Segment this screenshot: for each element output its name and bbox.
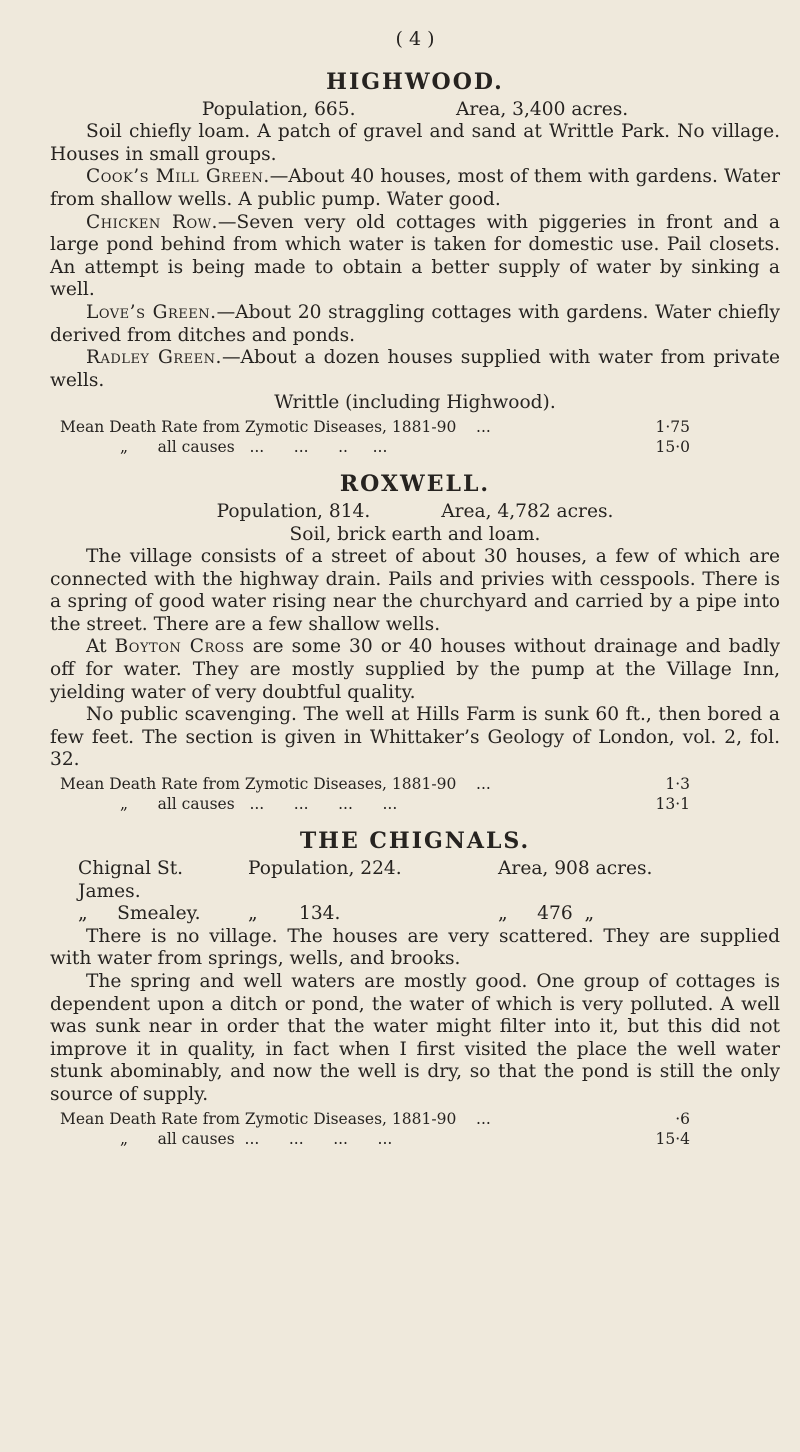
stat-value: 15·0: [655, 437, 690, 456]
stat-row: [50, 774, 780, 794]
chignals-water: The spring and well waters are mostly good. One group of cottages is dependent upon a ditch or pond, the water of which is very polluted. A well was sunk near in order that the water might filter into it, but this did not improve it in quality, in fact when I first visited the place the well water stunk abominably, and now the well is dry, so that the pond is still the only source of supply.: [50, 971, 780, 1105]
stat-value: ·6: [675, 1109, 690, 1128]
stat-value: 13·1: [655, 795, 690, 814]
paragraph-text: are some 30 or 40 houses without drainage and badly off for water. They are mostly supplied by the pump at the Village Inn, yielding water of very doubtful quality.: [50, 636, 780, 703]
highwood-cooks-mill-green: [50, 166, 780, 211]
stat-label-text: all causes ... ... .. ...: [157, 437, 388, 456]
highwood-death-rates: [50, 417, 780, 457]
section-roxwell: [50, 471, 780, 814]
document-page: [50, 28, 780, 1153]
roxwell-scavenging: No public scavenging. The well at Hills Farm is sunk 60 ft., then bored a few feet. The section is given in Whittaker’s Geology of London, vol. 2, fol. 32.: [50, 704, 780, 771]
stat-row: [50, 794, 780, 814]
place-name: Chicken Row.: [86, 211, 218, 233]
chignals-no-village: There is no village. The houses are very scattered. They are supplied with water from springs, wells, and brooks.: [50, 925, 780, 970]
paragraph-text: —Seven very old cottages with piggeries in front and a large pond behind from which water is taken for domestic use. Pail closets. An attempt is being made to obtain a better supply of water by sinking a well.: [50, 211, 780, 301]
chignals-cell: Chignal St. James.: [78, 858, 184, 902]
highwood-radley-green: [50, 347, 780, 392]
stat-label-text: all causes ... ... ... ...: [157, 795, 398, 814]
paragraph-text: —About 20 straggling cottages with gardens. Water chiefly derived from ditches and ponds.: [50, 301, 780, 346]
stat-label: Mean Death Rate from Zymotic Diseases, 1881-90 ...: [60, 775, 491, 794]
chignals-death-rates: [50, 1109, 780, 1149]
paragraph-text: —About a dozen houses supplied with water from private wells.: [50, 347, 780, 391]
heading-chignals: THE CHIGNALS.: [299, 828, 531, 855]
writtle-title: Writtle (including Highwood).: [274, 392, 556, 414]
stat-row: [50, 437, 780, 457]
ditto-mark: „: [120, 1129, 129, 1148]
section-highwood: [50, 69, 780, 457]
chignals-table: [78, 858, 780, 926]
highwood-chicken-row: [50, 212, 780, 302]
chignals-cell: Population, 224.: [248, 858, 402, 880]
section-chignals: [50, 828, 780, 1149]
chignals-cell: „ Smealey.: [78, 903, 201, 925]
stat-value: 1·75: [655, 417, 690, 436]
page-number: ( 4 ): [395, 28, 435, 50]
paragraph-text: —About 40 houses, most of them with gardens. Water from shallow wells. A public pump. Water good.: [50, 166, 780, 210]
stat-label-text: all causes ... ... ... ...: [157, 1129, 393, 1148]
stat-value: 1·3: [665, 775, 690, 794]
highwood-loves-green: [50, 302, 780, 347]
place-name: Love’s Green.: [86, 301, 217, 323]
chignals-cell: „ 134.: [248, 903, 341, 925]
heading-highwood: HIGHWOOD.: [326, 68, 504, 95]
stat-row: [50, 1109, 780, 1129]
chignals-cell: Area, 908 acres.: [498, 858, 653, 880]
stat-row: [50, 417, 780, 437]
stat-value: 15·4: [655, 1129, 690, 1148]
stat-label: Mean Death Rate from Zymotic Diseases, 1881-90 ...: [60, 1109, 491, 1128]
roxwell-soil: Soil, brick earth and loam.: [289, 523, 541, 545]
roxwell-boyton-cross: At Boyton Cross are some 30 or 40 houses without drainage and badly off for water. They are mostly supplied by the pump at the Village Inn, yielding water of very doubtful quality.: [50, 636, 780, 703]
stat-label: [50, 1129, 610, 1149]
highwood-soil: Soil chiefly loam. A patch of gravel and sand at Writtle Park. No village. Houses in small groups.: [50, 121, 780, 165]
place-name: Boyton Cross: [114, 636, 245, 658]
roxwell-death-rates: [50, 774, 780, 814]
highwood-population: Population, 665. Area, 3,400 acres.: [201, 98, 629, 120]
roxwell-village: The village consists of a street of about 30 houses, a few of which are connected with the highway drain. Pails and privies with cesspools. There is a spring of good water rising near the churchyard and carried by a pipe into the street. There are a few shallow wells.: [50, 546, 780, 635]
stat-label: [50, 437, 610, 457]
place-name: Cook’s Mill Green.: [86, 166, 270, 188]
chignals-cell: „ 476 „: [498, 903, 595, 925]
stat-row: [50, 1129, 780, 1149]
place-name: Radley Green.: [86, 347, 222, 369]
roxwell-population: Population, 814. Area, 4,782 acres.: [216, 500, 614, 522]
heading-roxwell: ROXWELL.: [339, 470, 491, 497]
ditto-mark: „: [120, 437, 129, 456]
stat-label: [50, 794, 610, 814]
ditto-mark: „: [120, 795, 129, 814]
stat-label: Mean Death Rate from Zymotic Diseases, 1881-90 ...: [60, 417, 491, 436]
